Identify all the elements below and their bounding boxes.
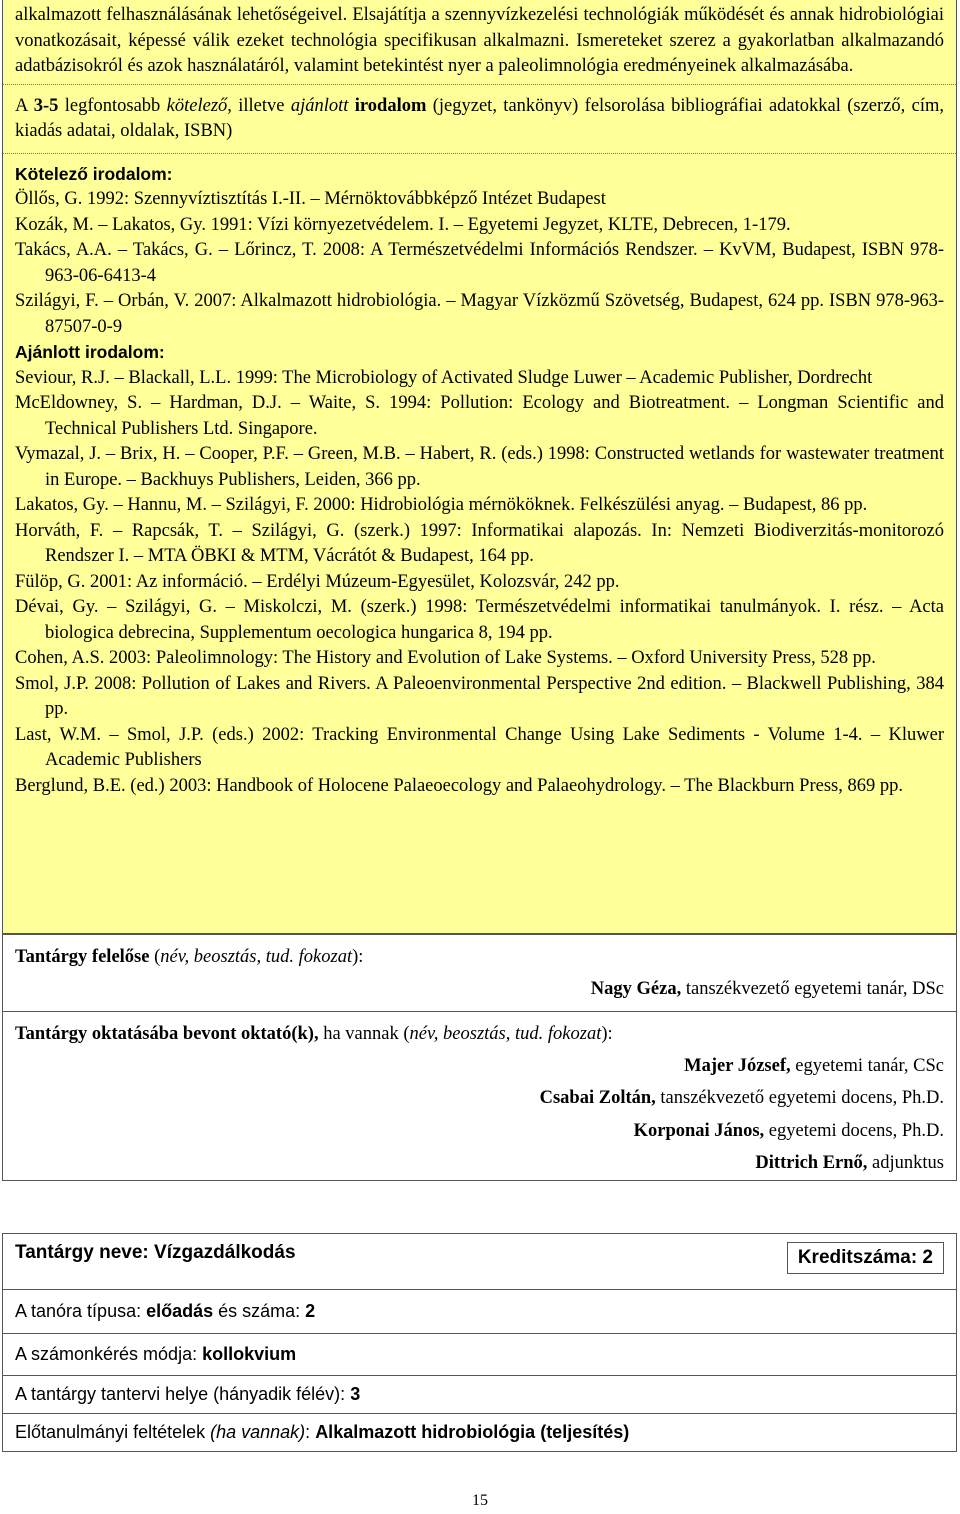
prerequisite: Előtanulmányi feltételek (ha vannak): Alkalmazott hidrobiológia (teljesítés) xyxy=(15,1421,630,1442)
objectives-text: alkalmazott felhasználásának lehetőségeivel. Elsajátítja a szennyvízkezelési technológiák működését és annak hidrobiológiai vonatkozásait, képessé válik ezeket technológia specifikusan alkalmazni. Ismereteket szerez a gyakorlatban alkalmazandó adatbázisokról és azok használatáról, valamint betekintést nyer a paleolimnológia eredményeinek alkalmazásába. xyxy=(15,5,944,76)
reference-item: Seviour, R.J. – Blackall, L.L. 1999: The Microbiology of Activated Sludge Luwer – Academic Publisher, Dordrecht xyxy=(15,367,873,388)
reference-item: Kozák, M. – Lakatos, Gy. 1991: Vízi környezetvédelem. I. – Egyetemi Jegyzet, KLTE, Debrecen, 1-179. xyxy=(15,214,791,235)
instructor-title: egyetemi docens, Ph.D. xyxy=(764,1120,944,1141)
reference-item: Öllős, G. 1992: Szennyvíztisztítás I.-II. – Mérnöktovábbképző Intézet Budapest xyxy=(15,189,606,209)
prerequisite-row xyxy=(3,1414,956,1451)
instructor-title: adjunktus xyxy=(867,1153,944,1173)
instructor-name: Csabai Zoltán, xyxy=(539,1088,656,1108)
reference-item: Lakatos, Gy. – Hannu, M. – Szilágyi, F. 2000: Hidrobiológia mérnököknek. Felkészülési anyag. – Budapest, 86 pp. xyxy=(15,495,868,515)
exam-type: A számonkérés módja: kollokvium xyxy=(15,1343,297,1364)
responsible-person: Nagy Géza, tanszékvezető egyetemi tanár, DSc xyxy=(590,978,944,999)
literature-intro-text: A 3-5 legfontosabb kötelező, illetve ajánlott irodalom (jegyzet, tankönyv) felsorolása bibliográfiai adatokkal (szerző, cím, kiadás adatai, oldalak, ISBN) xyxy=(15,95,944,141)
responsible-section xyxy=(2,934,957,1012)
objectives-block xyxy=(3,0,956,85)
reference-item: Dévai, Gy. – Szilágyi, G. – Miskolczi, M. (szerk.) 1998: Természetvédelmi informatikai tanulmányok. I. rész. – Acta biologica debrecina, Supplementum oecologica hungarica 8, 194 pp. xyxy=(15,597,944,643)
reference-item: Fülöp, G. 2001: Az információ. – Erdélyi Múzeum-Egyesület, Kolozsvár, 242 pp. xyxy=(15,571,620,592)
lesson-type-row xyxy=(3,1290,956,1334)
reference-item: Last, W.M. – Smol, J.P. (eds.) 2002: Tracking Environmental Change Using Lake Sediments - Volume 1-4. – Kluwer Academic Publishers xyxy=(15,724,944,770)
required-literature-heading: Kötelező irodalom: xyxy=(15,163,173,184)
instructors-section xyxy=(2,1011,957,1181)
reference-item: Horváth, F. – Rapcsák, T. – Szilágyi, G. (szerk.) 1997: Informatikai alapozás. In: Nemzeti Biodiverzitás-monitorozó Rendszer I. – MTA ÖBKI & MTM, Vácrátót & Budapest, 164 pp. xyxy=(15,520,944,566)
instructor-name: Korponai János, xyxy=(633,1120,765,1141)
page-number: 15 xyxy=(472,1492,488,1509)
instructor-list xyxy=(15,1054,944,1177)
reference-item: McEldowney, S. – Hardman, D.J. – Waite, S. 1994: Pollution: Ecology and Biotreatment. – Longman Scientific and Technical Publishers Ltd. Singapore. xyxy=(15,393,944,439)
reference-item: Takács, A.A. – Takács, G. – Lőrincz, T. 2008: A Természetvédelmi Információs Rendszer. – KvVM, Budapest, ISBN 978-963-06-6413-4 xyxy=(15,240,944,286)
semester: A tantárgy tantervi helye (hányadik félév): 3 xyxy=(15,1383,361,1404)
responsible-label: Tantárgy felelőse (név, beosztás, tud. fokozat): xyxy=(15,947,364,967)
references-block xyxy=(3,154,956,800)
course-name-row xyxy=(3,1234,956,1290)
course-name: Tantárgy neve: Vízgazdálkodás xyxy=(15,1242,296,1263)
exam-type-row xyxy=(3,1334,956,1376)
course-info-table xyxy=(2,1233,957,1452)
instructor-name: Majer József, xyxy=(684,1055,791,1076)
literature-intro-block xyxy=(3,85,956,154)
instructor-item xyxy=(15,1054,944,1080)
instructor-item xyxy=(15,1086,944,1112)
reference-item: Cohen, A.S. 2003: Paleolimnology: The History and Evolution of Lake Systems. – Oxford University Press, 528 pp. xyxy=(15,648,876,668)
instructor-item xyxy=(15,1151,944,1177)
semester-row xyxy=(3,1376,956,1414)
instructors-label: Tantárgy oktatásába bevont oktató(k), ha vannak (név, beosztás, tud. fokozat): xyxy=(15,1024,613,1044)
recommended-literature-list xyxy=(15,366,944,800)
instructor-title: egyetemi tanár, CSc xyxy=(790,1055,944,1076)
reference-item: Smol, J.P. 2008: Pollution of Lakes and Rivers. A Paleoenvironmental Perspective 2nd edition. – Blackwell Publishing, 384 pp. xyxy=(15,673,944,719)
literature-section xyxy=(2,0,957,934)
reference-item: Szilágyi, F. – Orbán, V. 2007: Alkalmazott hidrobiológia. – Magyar Vízközmű Szövetség, Budapest, 624 pp. ISBN 978-963-87507-0-9 xyxy=(15,291,944,337)
required-literature-list xyxy=(15,187,944,340)
reference-item: Vymazal, J. – Brix, H. – Cooper, P.F. – Green, M.B. – Habert, R. (eds.) 1998: Constructed wetlands for wastewater treatment in Europe. – Backhuys Publishers, Leiden, 366 pp. xyxy=(15,444,944,490)
recommended-literature-heading: Ajánlott irodalom: xyxy=(15,342,165,362)
instructor-name: Dittrich Ernő, xyxy=(755,1153,868,1173)
credit-badge: Kreditszáma: 2 xyxy=(787,1242,944,1274)
instructor-item xyxy=(15,1119,944,1145)
instructor-title: tanszékvezető egyetemi docens, Ph.D. xyxy=(655,1088,944,1108)
lesson-type: A tanóra típusa: előadás és száma: 2 xyxy=(15,1300,316,1321)
reference-item: Berglund, B.E. (ed.) 2003: Handbook of Holocene Palaeoecology and Palaeohydrology. – The Blackburn Press, 869 pp. xyxy=(15,775,903,796)
